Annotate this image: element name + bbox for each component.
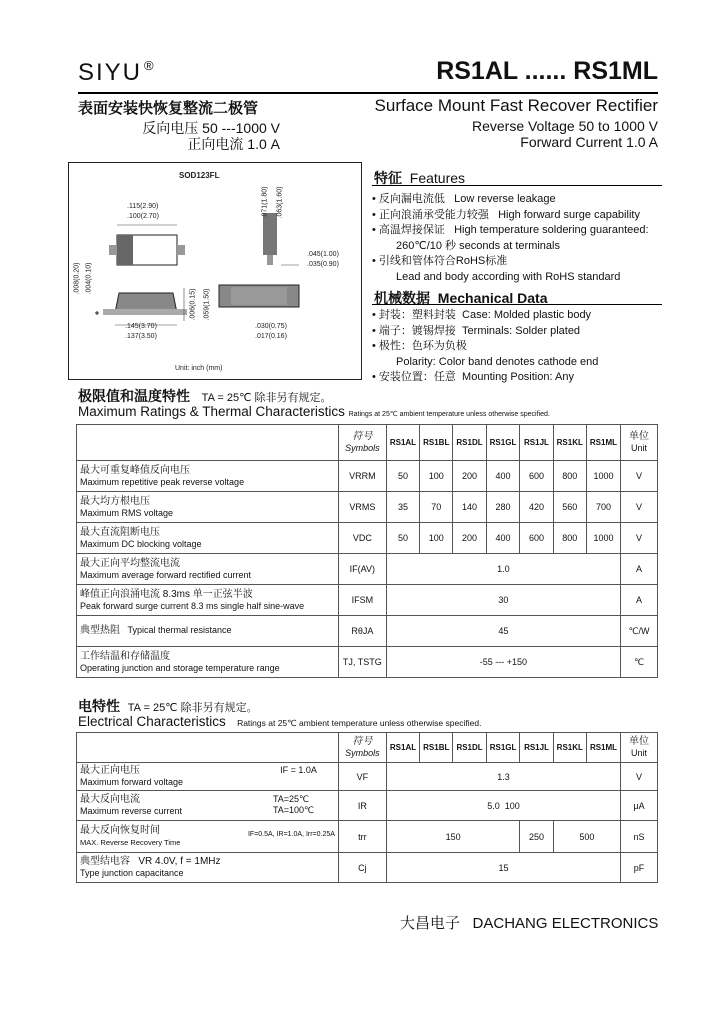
table-row: 工作结温和存储温度 Operating junction and storage temperature range TJ, TSTG -55 --- +150 ℃ bbox=[77, 647, 658, 678]
electrical-table bbox=[76, 732, 658, 883]
header-rule bbox=[78, 92, 658, 94]
list-item: • 安装位置：任意 Mounting Position: Any bbox=[372, 371, 574, 383]
en-forward-current: Forward Current 1.0 A bbox=[520, 134, 658, 150]
list-item: Lead and body according with RoHS standard bbox=[396, 270, 621, 283]
list-item: • 高温焊接保证 High temperature soldering guaranteed: bbox=[372, 224, 649, 236]
table-row: 最大直流阻断电压 Maximum DC blocking voltage VDC 50 100 200 400 600 800 1000 V bbox=[77, 523, 658, 554]
package-drawing: SOD123FL .115(2.90) .100(2.70) .071(1.80) .063(1.60) .045(1.00) .035(0.90) .008(0.20) .004(0.10) .145(3.70) .137(3.50) .030(0.75) .017(0.16) .006(0.15) .059(1.50) Unit: inch (mm) bbox=[68, 162, 362, 380]
list-item: • 极性：色环为负极 bbox=[372, 340, 467, 352]
mechanical-rule bbox=[372, 304, 662, 305]
electrical-title-en: Electrical Characteristics Ratings at 25℃ ambient temperature unless otherwise specified. bbox=[78, 714, 482, 729]
mechanical-title: 机械数据 Mechanical Data bbox=[374, 290, 548, 306]
list-item: • 端子：镀锡焊接 Terminals: Solder plated bbox=[372, 324, 581, 337]
features-title: 特征 Features bbox=[374, 170, 466, 186]
list-item: Polarity: Color band denotes cathode end bbox=[396, 355, 599, 368]
table-row: 峰值正向浪涌电流 8.3ms 单一正弦半波 Peak forward surge current 8.3 ms single half sine-wave IFSM 30 A bbox=[77, 585, 658, 616]
mechanical-list bbox=[372, 308, 598, 386]
table-row: 典型热阻 Typical thermal resistance RθJA 45 ℃/W bbox=[77, 616, 658, 647]
electrical-title-cn: 电特性 TA = 25℃ 除非另有规定。 bbox=[78, 698, 258, 714]
brand-logo: SIYU ® bbox=[78, 58, 156, 86]
list-item: • 封装：塑料封装 Case: Molded plastic body bbox=[372, 309, 592, 321]
table-row: 最大正向平均整流电流 Maximum average forward rectified current IF(AV) 1.0 A bbox=[77, 554, 658, 585]
en-reverse-voltage: Reverse Voltage 50 to 1000 V bbox=[471, 118, 658, 134]
features-rule bbox=[372, 185, 662, 186]
en-title: Surface Mount Fast Recover Rectifier bbox=[374, 96, 658, 115]
registered-mark: ® bbox=[144, 58, 156, 73]
table-row: 典型结电容 VR 4.0V, f = 1MHz Type junction capacitance Cj 15 pF bbox=[77, 853, 658, 883]
table-row: IF = 1.0A 最大正向电压 Maximum forward voltage VF 1.3 V bbox=[77, 763, 658, 791]
features-list bbox=[372, 192, 649, 285]
cathode-band bbox=[117, 235, 133, 265]
table-row: 最大均方根电压 Maximum RMS voltage VRMS 35 70 140 280 420 560 700 V bbox=[77, 492, 658, 523]
list-item: • 引线和管体符合RoHS标准 bbox=[372, 255, 508, 267]
max-ratings-title-cn: 极限值和温度特性 TA = 25℃ 除非另有规定。 bbox=[78, 388, 332, 404]
package-outline-svg bbox=[69, 163, 361, 379]
table-row: TA=25℃ TA=100℃ 最大反向电流 Maximum reverse current IR 5.0 100 μA bbox=[77, 791, 658, 821]
unit-label: Unit: inch (mm) bbox=[175, 365, 223, 372]
cn-title: 表面安装快恢复整流二极管 bbox=[78, 100, 259, 117]
max-ratings-title-en: Maximum Ratings & Thermal Characteristics Ratings at 25℃ ambient temperature unless otherwise specified. bbox=[78, 404, 550, 419]
cn-forward-current: 正向电流 1.0 A bbox=[187, 136, 280, 152]
part-range: RS1AL ...... RS1ML bbox=[436, 57, 658, 85]
list-item: • 反向漏电流低 Low reverse leakage bbox=[372, 193, 556, 205]
table-header-row: 符号 Symbols RS1AL RS1BL RS1DL RS1GL RS1JL RS1KL RS1ML 单位 Unit bbox=[77, 425, 658, 461]
list-item: 260℃/10 秒 seconds at terminals bbox=[396, 239, 560, 252]
max-ratings-table bbox=[76, 424, 658, 678]
list-item: • 正向浪涌承受能力较强 High forward surge capability bbox=[372, 208, 640, 221]
package-name: SOD123FL bbox=[179, 171, 220, 180]
cn-reverse-voltage: 反向电压 50 ---1000 V bbox=[142, 120, 280, 136]
table-row: IF=0.5A, IR=1.0A, Irr=0.25A 最大反向恢复时间 MAX. Reverse Recovery Time trr 150 250 500 nS bbox=[77, 821, 658, 853]
table-header-row: 符号 Symbols RS1AL RS1BL RS1DL RS1GL RS1JL RS1KL RS1ML 单位 Unit bbox=[77, 733, 658, 763]
footer-company: 大昌电子 DACHANG ELECTRONICS bbox=[400, 915, 659, 932]
table-row: 最大可重复峰值反向电压 Maximum repetitive peak reverse voltage VRRM 50 100 200 400 600 800 1000 V bbox=[77, 461, 658, 492]
